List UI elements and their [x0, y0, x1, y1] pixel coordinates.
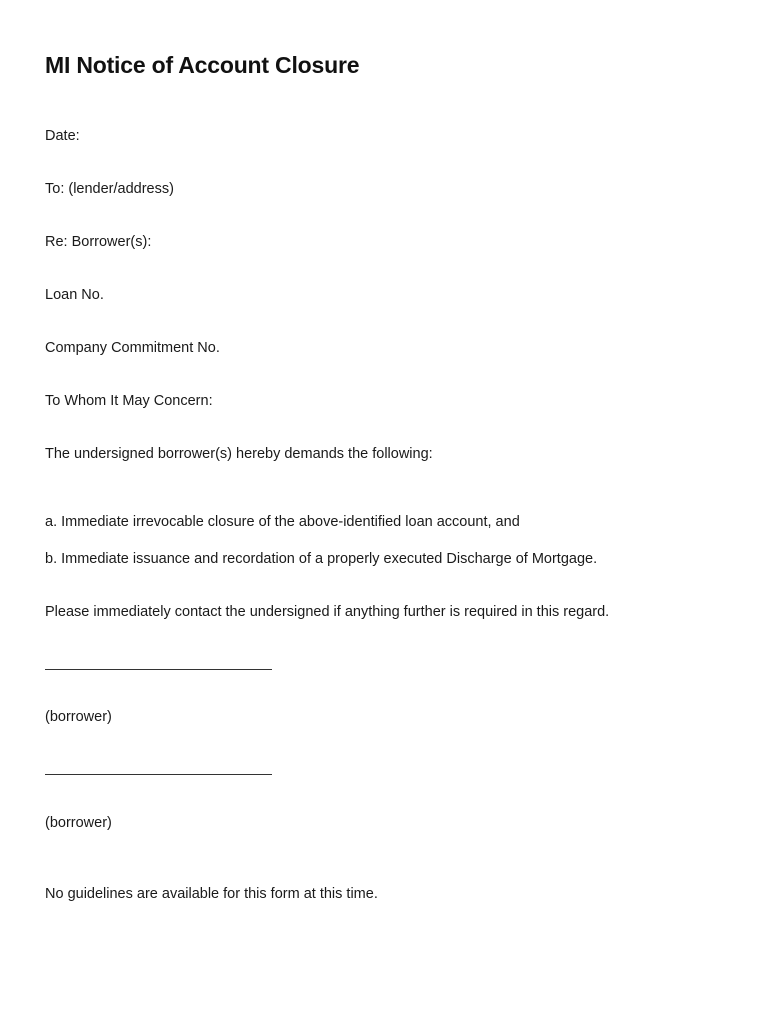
salutation: To Whom It May Concern: — [45, 393, 213, 409]
demand-item-a: a. Immediate irrevocable closure of the above-identified loan account, and — [45, 514, 520, 530]
signature-line-2 — [45, 774, 272, 775]
demand-item-b: b. Immediate issuance and recordation of a properly executed Discharge of Mortgage. — [45, 551, 598, 567]
page-title: MI Notice of Account Closure — [45, 52, 360, 78]
commitment-number-label: Company Commitment No. — [45, 340, 220, 356]
signature-label-2: (borrower) — [45, 815, 112, 831]
re-borrowers-label: Re: Borrower(s): — [45, 234, 152, 250]
intro-paragraph: The undersigned borrower(s) hereby demands the following: — [45, 446, 433, 462]
signature-label-1: (borrower) — [45, 709, 112, 725]
footer-note: No guidelines are available for this form at this time. — [45, 886, 378, 902]
to-field-label: To: (lender/address) — [45, 181, 174, 197]
signature-line-1 — [45, 669, 272, 670]
date-field-label: Date: — [45, 128, 80, 144]
loan-number-label: Loan No. — [45, 287, 104, 303]
closing-paragraph: Please immediately contact the undersigned if anything further is required in this regard. — [45, 604, 610, 620]
